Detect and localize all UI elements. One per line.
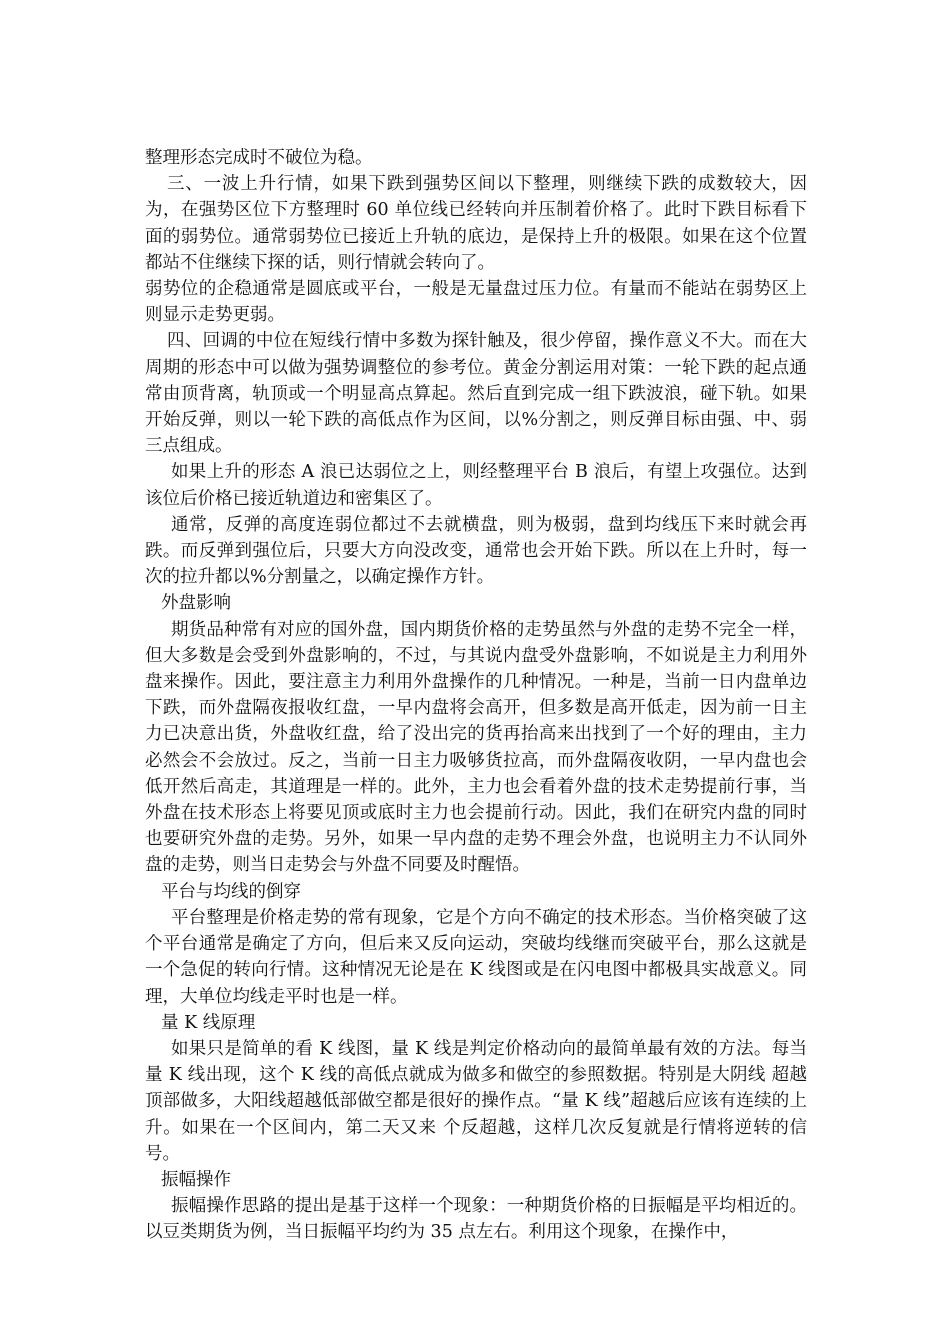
section-heading-platform: 平台与均线的倒穿 xyxy=(161,881,301,902)
paragraph-platform: 平台整理是价格走势的常有现象，它是个方向不确定的技术形态。当价格突破了这个平台通常是确定了方向，但后来又反向运动，突破均线继而突破平台，那么这就是一个急促的转向行情。这种情况无论是在 K 线图或是在闪电图中都极具实战意义。同理，大单位均线走平时也是一样。 xyxy=(145,907,807,1007)
paragraph-foreign-market: 期货品种常有对应的国外盘，国内期货价格的走势虽然与外盘的走势不完全一样，但大多数是会受到外盘影响的，不过，与其说内盘受外盘影响，不如说是主力利用外盘来操作。因此，要注意主力利用外盘操作的几种情况。一种是，当前一日内盘单边下跌，而外盘隔夜报收红盘，一早内盘将会高开，但多数是高开低走，因为前一日主力已决意出货，外盘收红盘，给了没出完的货再抬高来出找到了一个好的理由，主力必然会不会放过。反之，当前一日主力吸够货拉高，而外盘隔夜收阴，一早内盘也会低开然后高走，其道理是一样的。此外，主力也会看着外盘的技术走势提前行事，当外盘在技术形态上将要见顶或底时主力也会提前行动。因此，我们在研究内盘的同时也要研究外盘的走势。另外，如果一早内盘的走势不理会外盘，也说明主力不认同外盘的走势，则当日走势会与外盘不同要及时醒悟。 xyxy=(145,619,807,876)
paragraph-amplitude: 振幅操作思路的提出是基于这样一个现象：一种期货价格的日振幅是平均相近的。以豆类期货为例，当日振幅平均约为 35 点左右。利用这个现象，在操作中， xyxy=(145,1196,807,1243)
paragraph-continuation: 整理形态完成时不破位为稳。 xyxy=(145,148,373,168)
paragraph-volume-k-line: 如果只是简单的看 K 线图，量 K 线是判定价格动向的最简单最有效的方法。每当量 K 线出现，这个 K 线的高低点就成为做多和做空的参照数据。特别是大阴线 超越顶部做多，大阳线超越低部做空都是很好的操作点。“量 K 线”超越后应该有连续的上升。如果在一个区间内，第二天又来 个反超越，这样几次反复就是行情将逆转的信号。 xyxy=(145,1038,807,1164)
section-heading-volume-k-line: 量 K 线原理 xyxy=(161,1012,256,1033)
paragraph-three: 三、一波上升行情，如果下跌到强势区间以下整理，则继续下跌的成数较大，因为，在强势区位下方整理时 60 单位线已经转向并压制着价格了。此时下跌目标看下面的弱势位。通常弱势位已接近上升轨的底边，是保持上升的极限。如果在这个位置都站不住继续下探的话，则行情就会转向了。 xyxy=(145,174,807,273)
section-heading-foreign-market: 外盘影响 xyxy=(161,593,231,614)
section-heading-amplitude: 振幅操作 xyxy=(161,1169,231,1190)
paragraph-four: 四、回调的中位在短线行情中多数为探针触及，很少停留，操作意义不大。而在大周期的形态中可以做为强势调整位的参考位。黄金分割运用对策：一轮下跌的起点通常由顶背离，轨顶或一个明显高点算起。然后直到完成一组下跌波浪，碰下轨。如果开始反弹，则以一轮下跌的高低点作为区间，以%分割之，则反弹目标由强、中、弱三点组成。 xyxy=(145,331,807,457)
document-body xyxy=(145,145,807,1246)
paragraph-weak-position: 弱势位的企稳通常是圆底或平台，一般是无量盘过压力位。有量而不能站在弱势区上则显示走势更弱。 xyxy=(145,279,807,326)
paragraph-rebound: 通常，反弹的高度连弱位都过不去就横盘，则为极弱，盘到均线压下来时就会再跌。而反弹到强位后，只要大方向没改变，通常也会开始下跌。所以在上升时，每一次的拉升都以%分割量之，以确定操作方针。 xyxy=(145,514,807,588)
paragraph-wave-a: 如果上升的形态 A 浪已达弱位之上，则经整理平台 B 浪后，有望上攻强位。达到该位后价格已接近轨道边和密集区了。 xyxy=(145,462,807,509)
